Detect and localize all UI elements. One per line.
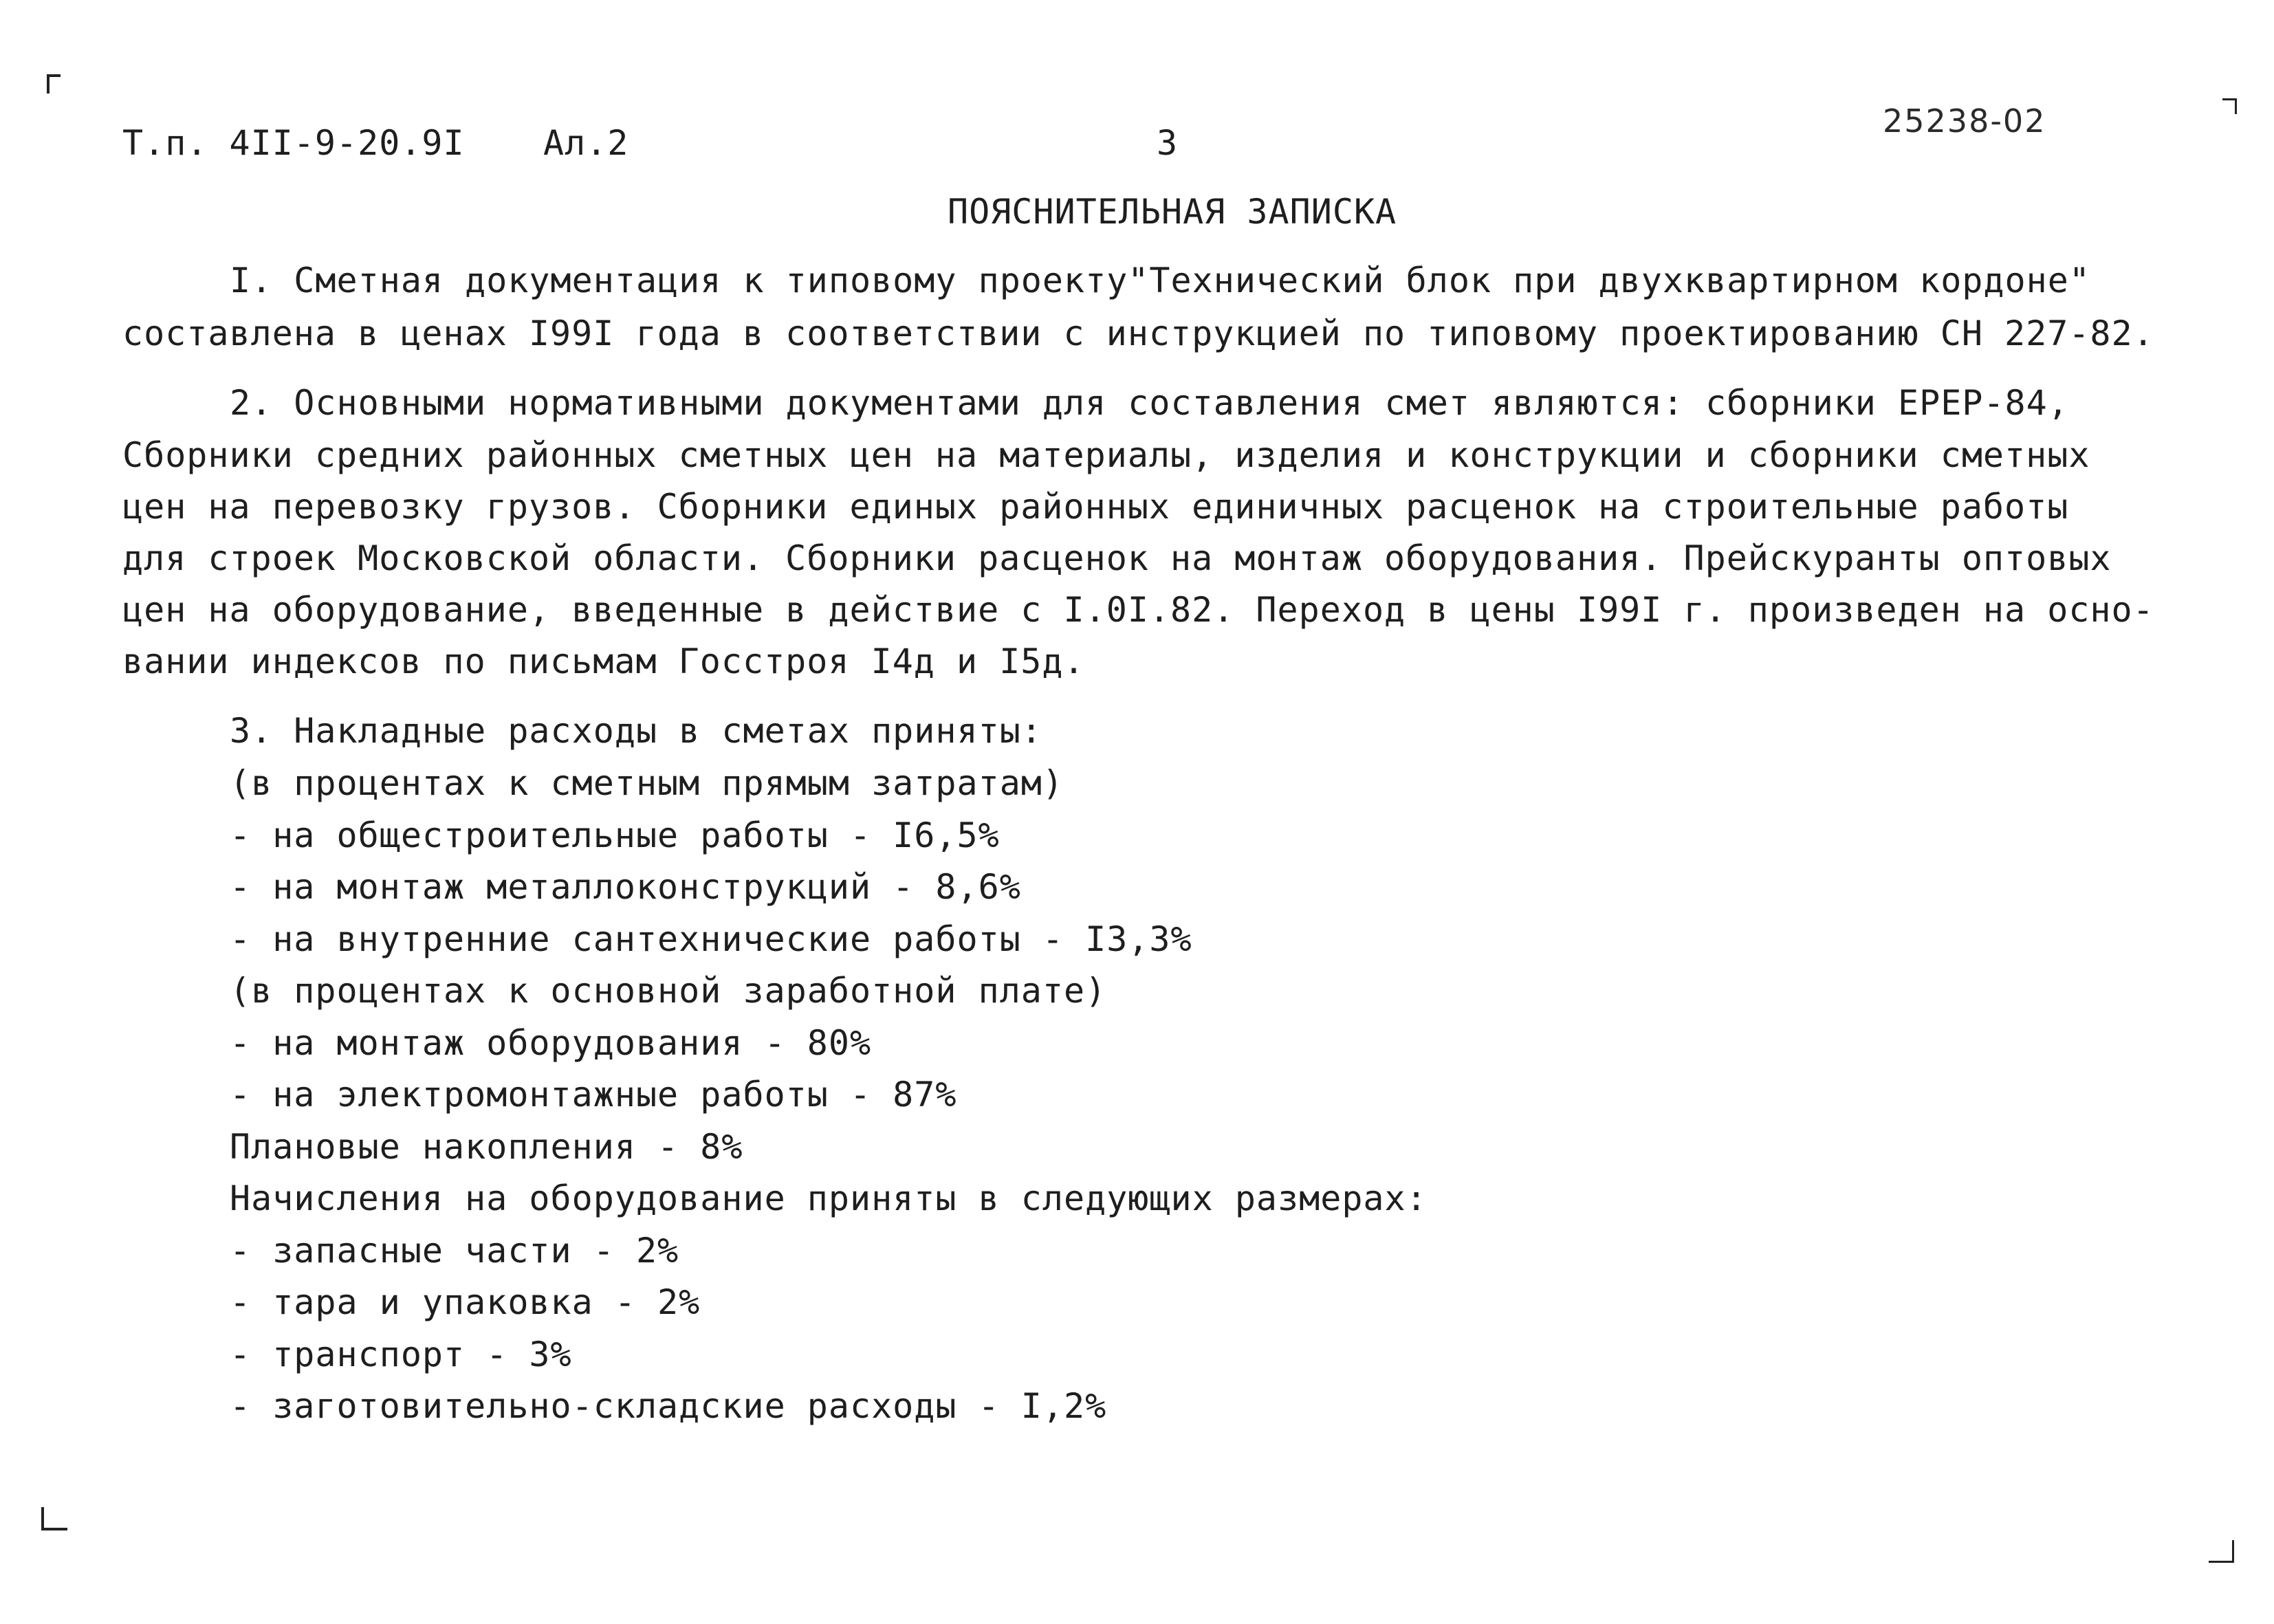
paragraph-3-line-7: - на монтаж оборудования - 80% — [230, 1023, 872, 1063]
paragraph-3-line-11: - запасные части - 2% — [230, 1231, 679, 1271]
inventory-number: 25238-02 — [1883, 102, 2046, 140]
corner-mark-bottom-left — [41, 1507, 67, 1530]
corner-mark-top-right — [2222, 98, 2237, 114]
paragraph-2-line-3: цен на перевозку грузов. Сборники единых районных единичных расценок на строительные работы — [122, 487, 2069, 527]
paragraph-3-line-10: Начисления на оборудование приняты в следующих размерах: — [230, 1178, 1428, 1218]
paragraph-3-line-14: - заготовительно-складские расходы - I,2% — [230, 1386, 1107, 1426]
paragraph-3-line-8: - на электромонтажные работы - 87% — [230, 1075, 957, 1115]
paragraph-1-line-2: составлена в ценах I99I года в соответствии с инструкцией по типовому проектированию СН 227-82. — [122, 314, 2154, 353]
paragraph-3-line-4: - на монтаж металлоконструкций - 8,6% — [230, 867, 1021, 907]
corner-mark-top-left — [47, 74, 61, 94]
paragraph-3-line-12: - тара и упаковка - 2% — [230, 1282, 701, 1322]
paragraph-3-line-6: (в процентах к основной заработной плате) — [230, 971, 1107, 1011]
paragraph-1-line-1: I. Сметная документация к типовому проекту"Технический блок при двухквартирном кордоне" — [230, 261, 2090, 300]
paragraph-2-line-4: для строек Московской области. Сборники расценок на монтаж оборудования. Прейскуранты оптовых — [122, 538, 2112, 578]
paragraph-2-line-2: Сборники средних районных сметных цен на материалы, изделия и конструкции и сборники сметных — [122, 435, 2090, 475]
paragraph-3-line-9: Плановые накопления - 8% — [230, 1127, 743, 1167]
paragraph-3-line-2: (в процентах к сметным прямым затратам) — [230, 763, 1064, 803]
paragraph-2-line-1: 2. Основными нормативными документами для составления смет являются: сборники ЕРЕР-84, — [230, 383, 2069, 423]
album-label: Ал.2 — [543, 123, 629, 163]
paragraph-2-line-5: цен на оборудование, введенные в действие с I.0I.82. Переход в цены I99I г. произведен на осно- — [122, 590, 2154, 630]
paragraph-2-line-6: вании индексов по письмам Госстроя I4д и I5д. — [122, 641, 1085, 681]
project-code: Т.п. 4II-9-20.9I — [122, 123, 465, 163]
paragraph-3-line-3: - на общестроительные работы - I6,5% — [230, 815, 1000, 855]
paragraph-3-line-1: 3. Накладные расходы в сметах приняты: — [230, 711, 1042, 751]
corner-mark-bottom-right — [2209, 1540, 2234, 1563]
paragraph-3-line-5: - на внутренние сантехнические работы - I3,3% — [230, 919, 1192, 959]
paragraph-3-line-13: - транспорт - 3% — [230, 1335, 572, 1374]
page-title: ПОЯСНИТЕЛЬНАЯ ЗАПИСКА — [948, 192, 1397, 232]
page-number: 3 — [1157, 123, 1179, 163]
